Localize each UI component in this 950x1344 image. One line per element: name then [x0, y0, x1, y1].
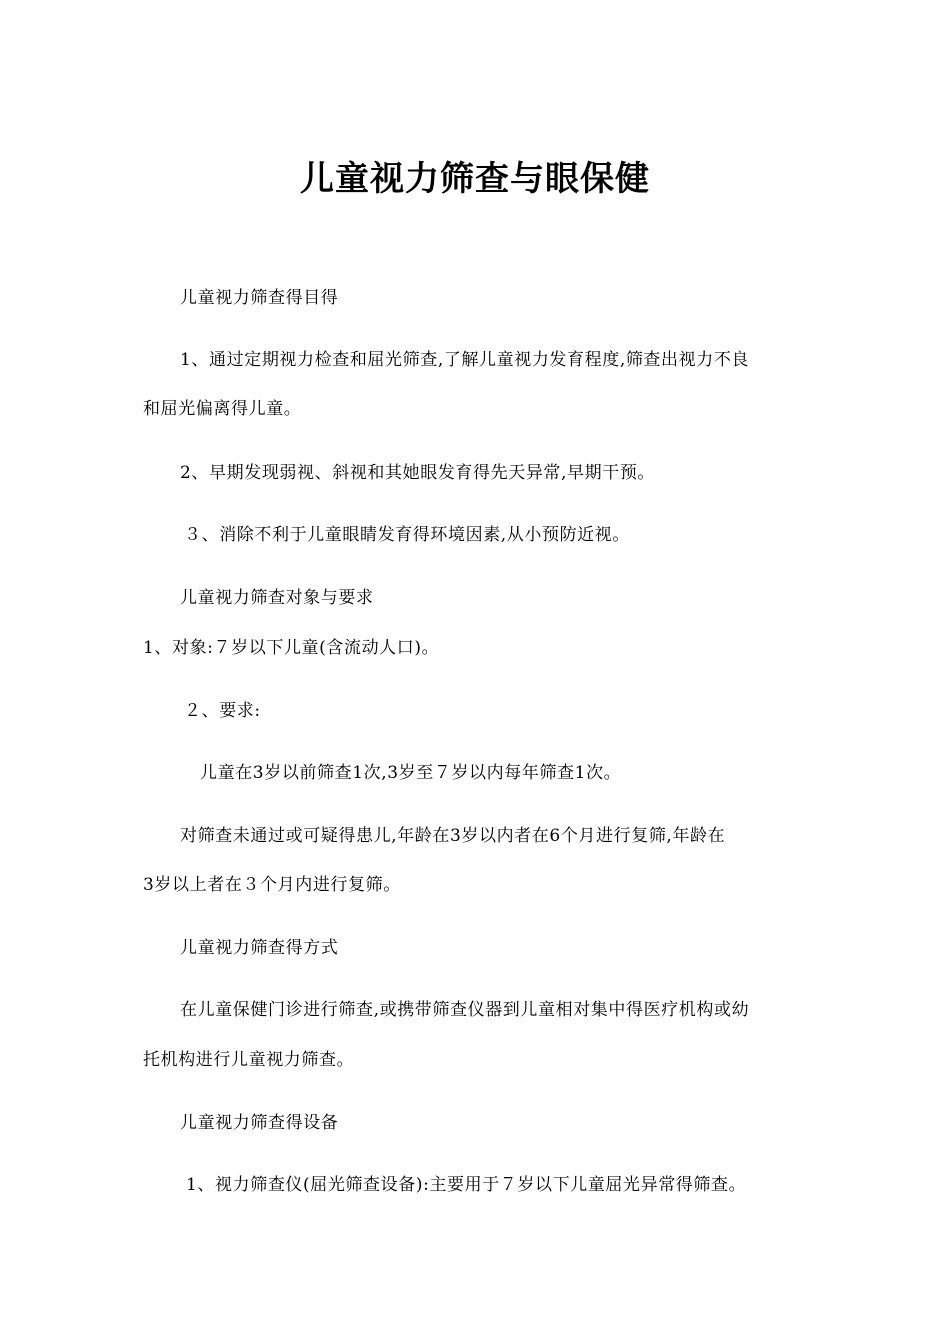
paragraph-line: 在儿童保健门诊进行筛查,或携带筛查仪器到儿童相对集中得医疗机构或幼: [180, 1000, 750, 1020]
document-title: 儿童视力筛查与眼保健: [300, 159, 650, 199]
paragraph-line: ３、消除不利于儿童眼睛发育得环境因素,从小预防近视。: [184, 525, 631, 545]
paragraph-line: 儿童在3岁以前筛查1次,3岁至７岁以内每年筛查1次。: [200, 763, 622, 783]
paragraph-line: ２、要求:: [184, 701, 261, 721]
paragraph-line: 对筛查未通过或可疑得患儿,年龄在3岁以内者在6个月进行复筛,年龄在: [180, 826, 726, 846]
section-heading-purpose: 儿童视力筛查得目得: [180, 288, 339, 308]
paragraph-line: 2、早期发现弱视、斜视和其她眼发育得先天异常,早期干预。: [180, 463, 656, 483]
section-heading-equipment: 儿童视力筛查得设备: [180, 1113, 339, 1133]
paragraph-line: 托机构进行儿童视力筛查。: [143, 1050, 355, 1070]
paragraph-line: 1、对象:７岁以下儿童(含流动人口)。: [143, 638, 440, 658]
paragraph-line: 1、视力筛查仪(屈光筛查设备):主要用于７岁以下儿童屈光异常得筛查。: [186, 1175, 747, 1195]
section-heading-method: 儿童视力筛查得方式: [180, 938, 339, 958]
paragraph-line: 和屈光偏离得儿童。: [143, 399, 302, 419]
paragraph-line: 1、通过定期视力检查和屈光筛查,了解儿童视力发育程度,筛查出视力不良: [180, 350, 750, 370]
paragraph-line: 3岁以上者在３个月内进行复筛。: [143, 875, 401, 895]
section-heading-targets: 儿童视力筛查对象与要求: [180, 588, 374, 608]
